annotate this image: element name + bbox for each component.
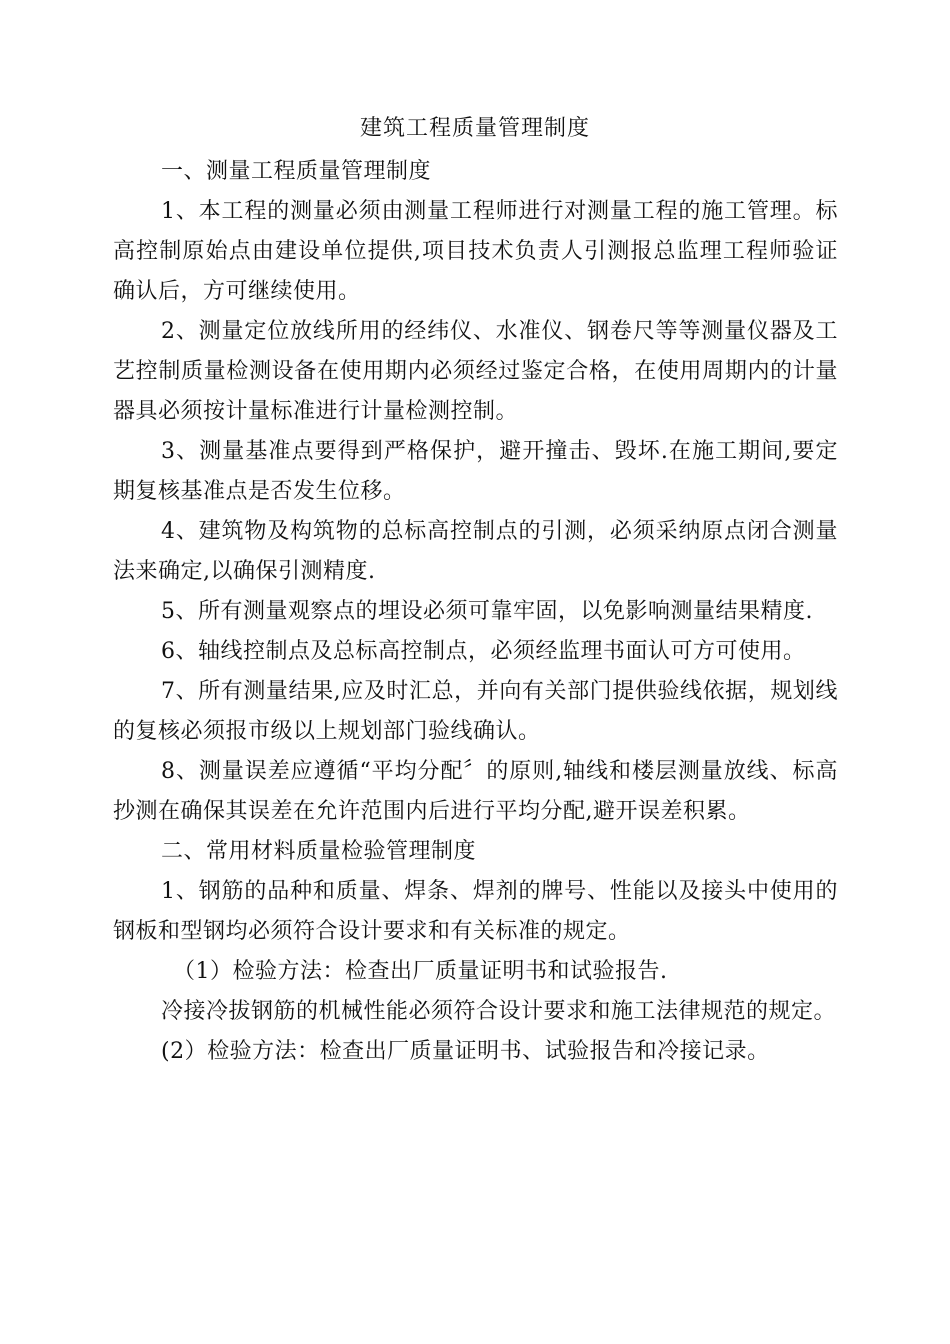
document-title: 建筑工程质量管理制度 (359, 116, 590, 141)
paragraph: 4、建筑物及构筑物的总标高控制点的引测，必须采纳原点闭合测量法来确定,以确保引测精度. (113, 519, 838, 584)
document-body (113, 152, 838, 1072)
paragraph: 7、所有测量结果,应及时汇总，并向有关部门提供验线依据，规划线的复核必须报市级以上规划部门验线确认。 (113, 679, 838, 744)
paragraph: 3、测量基准点要得到严格保护，避开撞击、毁坏.在施工期间,要定期复核基准点是否发生位移。 (113, 439, 838, 504)
paragraph: 5、所有测量观察点的埋设必须可靠牢固，以免影响测量结果精度. (161, 599, 813, 624)
paragraph: 6、轴线控制点及总标高控制点，必须经监理书面认可方可使用。 (161, 639, 806, 664)
paragraph: 1、钢筋的品种和质量、焊条、焊剂的牌号、性能以及接头中使用的钢板和型钢均必须符合设计要求和有关标准的规定。 (113, 879, 838, 944)
paragraph: （1）检验方法：检查出厂质量证明书和试验报告. (173, 959, 668, 984)
paragraph: 冷接冷拔钢筋的机械性能必须符合设计要求和施工法律规范的规定。 (161, 999, 837, 1024)
section-heading-2: 二、常用材料质量检验管理制度 (161, 839, 477, 864)
section-heading-1: 一、测量工程质量管理制度 (161, 159, 432, 184)
paragraph: 1、本工程的测量必须由测量工程师进行对测量工程的施工管理。标高控制原始点由建设单位提供,项目技术负责人引测报总监理工程师验证确认后，方可继续使用。 (113, 199, 838, 304)
paragraph: 2、测量定位放线所用的经纬仪、水准仪、钢卷尺等等测量仪器及工艺控制质量检测设备在使用期内必须经过鉴定合格，在使用周期内的计量器具必须按计量标准进行计量检测控制。 (113, 319, 838, 424)
paragraph: 8、测量误差应遵循“平均分配〞的原则,轴线和楼层测量放线、标高抄测在确保其误差在允许范围内后进行平均分配,避开误差积累。 (113, 759, 838, 824)
paragraph: (2）检验方法：检查出厂质量证明书、试验报告和冷接记录。 (161, 1039, 770, 1064)
